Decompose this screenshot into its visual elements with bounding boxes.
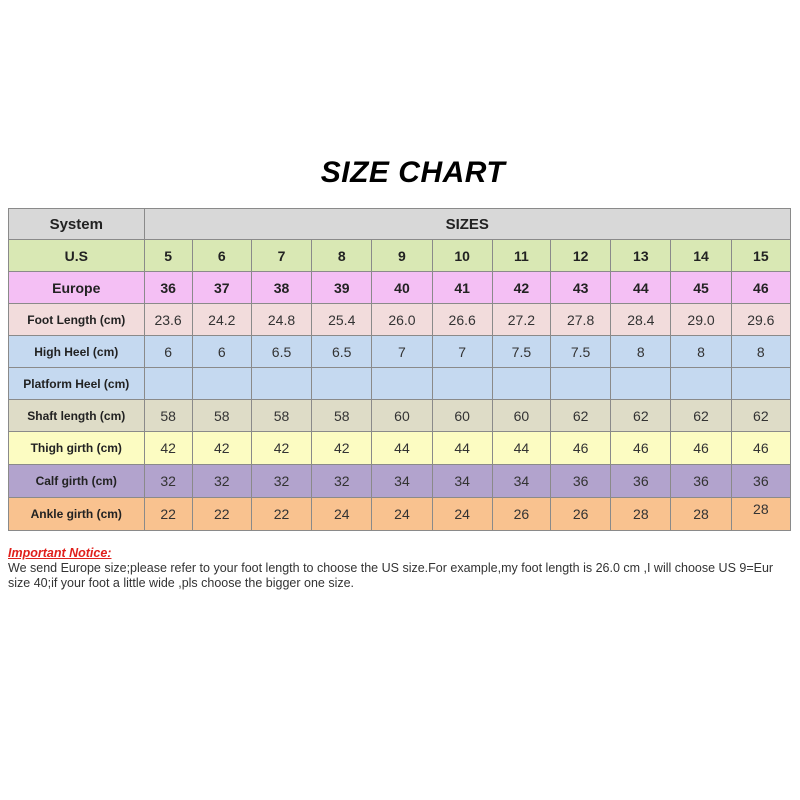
- size-cell: 27.8: [551, 304, 611, 336]
- size-cell: 36: [731, 465, 790, 498]
- size-cell: 34: [372, 465, 432, 498]
- size-cell: 6.5: [312, 336, 372, 368]
- size-cell: 44: [611, 272, 671, 304]
- size-cell: [312, 368, 372, 400]
- size-cell: 7.5: [551, 336, 611, 368]
- size-cell: 11: [492, 240, 550, 272]
- size-cell: [144, 368, 192, 400]
- size-cell: 37: [192, 272, 251, 304]
- size-cell: 62: [731, 400, 790, 432]
- size-cell: [492, 368, 550, 400]
- size-cell: 42: [192, 432, 251, 465]
- size-cell: 46: [671, 432, 731, 465]
- size-cell: 23.6: [144, 304, 192, 336]
- size-cell: 24: [432, 498, 492, 531]
- size-cell: [372, 368, 432, 400]
- size-cell: 60: [432, 400, 492, 432]
- size-cell: 29.0: [671, 304, 731, 336]
- size-cell: 13: [611, 240, 671, 272]
- size-cell: 14: [671, 240, 731, 272]
- size-cell: 24.2: [192, 304, 251, 336]
- size-cell: [731, 368, 790, 400]
- size-cell: 5: [144, 240, 192, 272]
- size-cell: 62: [551, 400, 611, 432]
- row-label: U.S: [9, 240, 145, 272]
- size-cell: 44: [432, 432, 492, 465]
- size-cell: [671, 368, 731, 400]
- row-label: Europe: [9, 272, 145, 304]
- size-cell: 26: [551, 498, 611, 531]
- size-cell: 42: [492, 272, 550, 304]
- sizes-header: SIZES: [144, 209, 790, 240]
- size-cell: [432, 368, 492, 400]
- table-row: [9, 465, 791, 498]
- size-cell: 26: [492, 498, 550, 531]
- row-label: Ankle girth (cm): [9, 498, 145, 531]
- size-cell: 15: [731, 240, 790, 272]
- size-cell: 42: [251, 432, 311, 465]
- size-cell: 28: [611, 498, 671, 531]
- size-cell: 34: [432, 465, 492, 498]
- size-cell: 29.6: [731, 304, 790, 336]
- size-cell: 9: [372, 240, 432, 272]
- size-cell: 38: [251, 272, 311, 304]
- size-cell: 6: [192, 336, 251, 368]
- size-cell: 27.2: [492, 304, 550, 336]
- table-row: [9, 400, 791, 432]
- size-cell: 10: [432, 240, 492, 272]
- size-cell: 8: [312, 240, 372, 272]
- size-cell: 46: [731, 272, 790, 304]
- table-row: [9, 240, 791, 272]
- important-notice: [8, 546, 788, 591]
- table-row: [9, 368, 791, 400]
- size-cell: 62: [611, 400, 671, 432]
- size-cell: 58: [312, 400, 372, 432]
- size-cell: 22: [192, 498, 251, 531]
- size-cell: 32: [144, 465, 192, 498]
- row-label: Thigh girth (cm): [9, 432, 145, 465]
- size-cell: 25.4: [312, 304, 372, 336]
- size-cell: 8: [731, 336, 790, 368]
- size-cell: 42: [144, 432, 192, 465]
- notice-text: We send Europe size;please refer to your foot length to choose the US size.For example,my foot length is 26.0 cm ,I will choose US 9=Eur size 40;if your foot a little wide ,pls choose the bigger one size.: [8, 561, 774, 590]
- row-label: Platform Heel (cm): [9, 368, 145, 400]
- table-row: [9, 432, 791, 465]
- notice-heading: Important Notice:: [8, 546, 112, 560]
- size-cell: 6.5: [251, 336, 311, 368]
- size-cell: [251, 368, 311, 400]
- size-cell: 8: [611, 336, 671, 368]
- size-cell: 41: [432, 272, 492, 304]
- size-cell: 26.0: [372, 304, 432, 336]
- size-cell: 45: [671, 272, 731, 304]
- row-label: Foot Length (cm): [9, 304, 145, 336]
- header-row: [9, 209, 791, 240]
- size-cell: 7: [372, 336, 432, 368]
- size-cell: 7.5: [492, 336, 550, 368]
- size-cell: [551, 368, 611, 400]
- size-cell: 32: [251, 465, 311, 498]
- size-cell: 39: [312, 272, 372, 304]
- size-cell: 26.6: [432, 304, 492, 336]
- size-cell: [192, 368, 251, 400]
- size-cell: 43: [551, 272, 611, 304]
- size-cell: 36: [551, 465, 611, 498]
- size-cell: 60: [492, 400, 550, 432]
- size-cell: 28: [671, 498, 731, 531]
- size-cell: 36: [611, 465, 671, 498]
- size-cell: 46: [731, 432, 790, 465]
- size-cell: 28: [731, 498, 790, 531]
- size-cell: 7: [432, 336, 492, 368]
- size-cell: 34: [492, 465, 550, 498]
- size-cell: 42: [312, 432, 372, 465]
- row-label: High Heel (cm): [9, 336, 145, 368]
- table-row: [9, 304, 791, 336]
- size-cell: 44: [372, 432, 432, 465]
- size-cell: 46: [611, 432, 671, 465]
- size-cell: 28.4: [611, 304, 671, 336]
- size-cell: 24: [312, 498, 372, 531]
- size-cell: 6: [144, 336, 192, 368]
- size-chart-table: [8, 208, 791, 531]
- row-label: Shaft length (cm): [9, 400, 145, 432]
- size-cell: 32: [192, 465, 251, 498]
- size-cell: 22: [251, 498, 311, 531]
- size-cell: 22: [144, 498, 192, 531]
- table-row: [9, 336, 791, 368]
- size-cell: 60: [372, 400, 432, 432]
- size-cell: 32: [312, 465, 372, 498]
- size-cell: 12: [551, 240, 611, 272]
- size-cell: 8: [671, 336, 731, 368]
- size-cell: 6: [192, 240, 251, 272]
- table-row: [9, 498, 791, 531]
- size-cell: 36: [144, 272, 192, 304]
- page-title: SIZE CHART: [320, 156, 506, 189]
- size-cell: 24: [372, 498, 432, 531]
- size-cell: 58: [192, 400, 251, 432]
- size-cell: 62: [671, 400, 731, 432]
- size-cell: 58: [144, 400, 192, 432]
- size-cell: 58: [251, 400, 311, 432]
- table-row: [9, 272, 791, 304]
- size-cell: 7: [251, 240, 311, 272]
- row-label: Calf girth (cm): [9, 465, 145, 498]
- size-cell: 24.8: [251, 304, 311, 336]
- size-cell: 46: [551, 432, 611, 465]
- system-header: System: [9, 209, 145, 240]
- size-cell: 40: [372, 272, 432, 304]
- size-cell: 36: [671, 465, 731, 498]
- size-cell: 44: [492, 432, 550, 465]
- size-cell: [611, 368, 671, 400]
